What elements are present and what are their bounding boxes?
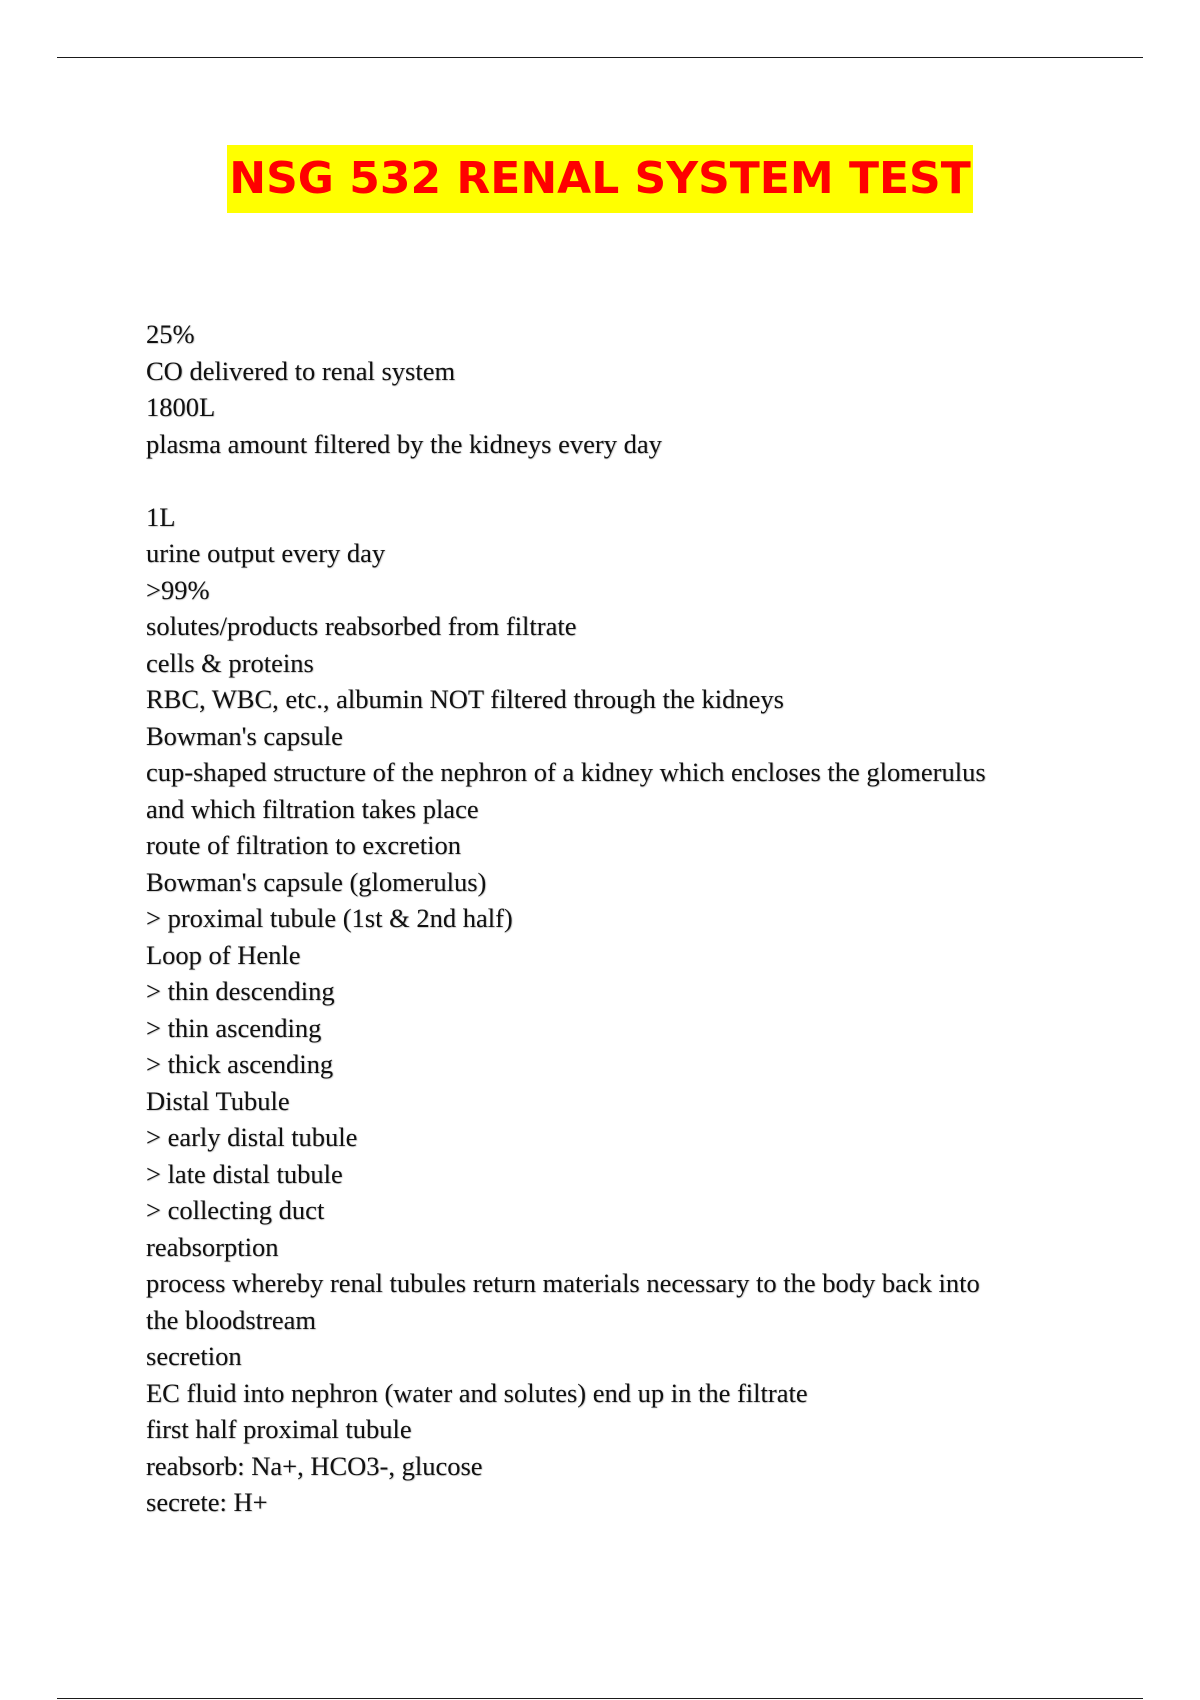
text-line: the bloodstream <box>146 1304 316 1335</box>
text-line: urine output every day <box>146 538 386 568</box>
text-line: CO delivered to renal system <box>146 355 456 386</box>
text-line: solutes/products reabsorbed from filtrate <box>146 611 577 641</box>
text-line: > early distal tubule <box>146 1122 358 1152</box>
text-line: Loop of Henle <box>146 939 301 970</box>
text-line: Bowman's capsule <box>146 720 343 751</box>
text-line: 1800L <box>146 392 216 422</box>
text-line: secretion <box>146 1341 242 1371</box>
text-line: first half proximal tubule <box>146 1414 412 1444</box>
text-line: process whereby renal tubules return materials necessary to the body back into <box>146 1268 980 1298</box>
header-rule <box>57 57 1143 58</box>
document-title: NSG 532 RENAL SYSTEM TEST <box>227 145 972 213</box>
text-line: > proximal tubule (1st & 2nd half) <box>146 903 513 933</box>
text-line: reabsorb: Na+, HCO3-, glucose <box>146 1450 483 1481</box>
text-line: secrete: H+ <box>146 1487 268 1517</box>
document-body <box>146 316 1066 1521</box>
text-line: > collecting duct <box>146 1195 325 1225</box>
text-line: cells & proteins <box>146 647 314 678</box>
text-line: > thin ascending <box>146 1012 322 1043</box>
text-line: reabsorption <box>146 1231 279 1262</box>
text-line: > late distal tubule <box>146 1158 343 1189</box>
text-line: > thick ascending <box>146 1049 334 1079</box>
text-line: route of filtration to excretion <box>146 830 461 860</box>
text-line: EC fluid into nephron (water and solutes) end up in the filtrate <box>146 1377 808 1408</box>
text-line: >99% <box>146 574 210 605</box>
footer-rule <box>57 1698 1143 1699</box>
text-line: plasma amount filtered by the kidneys every day <box>146 428 662 459</box>
text-line: RBC, WBC, etc., albumin NOT filtered through the kidneys <box>146 684 784 714</box>
blank-line <box>146 462 1066 499</box>
text-line: 25% <box>146 319 195 349</box>
text-line: cup-shaped structure of the nephron of a kidney which encloses the glomerulus <box>146 757 986 787</box>
title-container <box>0 145 1200 213</box>
text-line: Distal Tubule <box>146 1085 290 1116</box>
text-line: and which filtration takes place <box>146 793 479 824</box>
text-line: > thin descending <box>146 976 335 1006</box>
text-line: Bowman's capsule (glomerulus) <box>146 866 487 897</box>
text-line: 1L <box>146 501 176 532</box>
